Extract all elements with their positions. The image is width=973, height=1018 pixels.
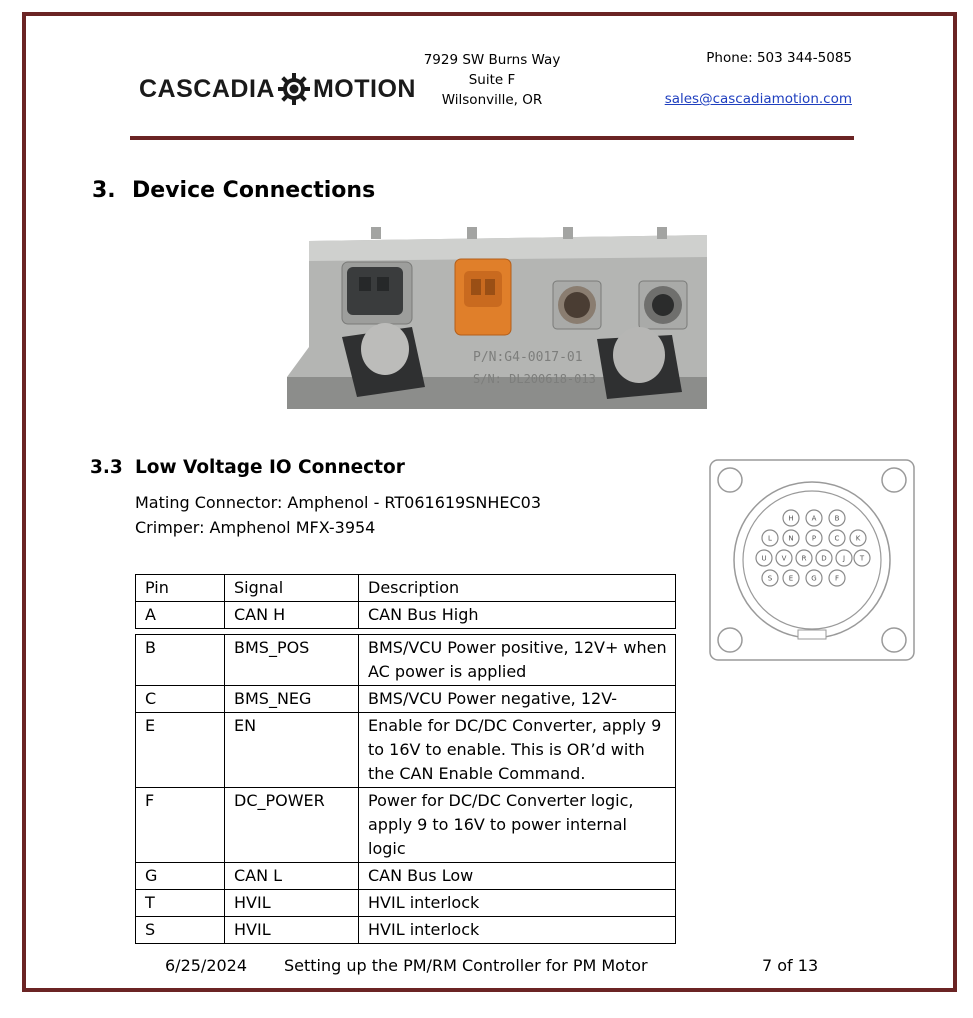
pin-cell: E	[136, 713, 225, 788]
pin-label: V	[781, 554, 787, 563]
address-line-3: Wilsonville, OR	[441, 92, 543, 108]
logo-text-left: CASCADIA	[139, 74, 275, 103]
table-row	[136, 890, 676, 917]
header-pin: Pin	[136, 575, 225, 602]
section-heading	[92, 178, 375, 203]
pin-label: F	[834, 574, 840, 583]
section-title: Device Connections	[132, 178, 376, 203]
pin-label: J	[842, 554, 846, 563]
pin-label: C	[834, 534, 840, 543]
logo-text-right: MOTION	[312, 74, 416, 103]
description-cell: HVIL interlock	[359, 890, 676, 917]
subsection-title: Low Voltage IO Connector	[135, 457, 405, 478]
subsection-number: 3.3	[90, 457, 123, 478]
table-row	[136, 602, 676, 629]
address-line-1: 7929 SW Burns Way	[423, 52, 561, 68]
pin-label: E	[788, 574, 794, 583]
signal-cell: HVIL	[225, 917, 359, 944]
description-cell: CAN Bus High	[359, 602, 676, 629]
signal-cell: HVIL	[225, 890, 359, 917]
pin-cell: G	[136, 863, 225, 890]
photo-serial-number: S/N: DL200618-013	[473, 372, 596, 386]
footer-page-number: 7 of 13	[762, 956, 819, 975]
signal-cell: CAN H	[225, 602, 359, 629]
pin-label: L	[768, 534, 772, 543]
pin-label: D	[821, 554, 827, 563]
pin-label: P	[811, 534, 817, 543]
pin-cell: B	[136, 635, 225, 686]
pin-cell: F	[136, 788, 225, 863]
photo-part-number: P/N:G4-0017-01	[473, 350, 583, 365]
pin-label: U	[761, 554, 767, 563]
pin-table-main	[135, 634, 676, 944]
signal-cell: BMS_POS	[225, 635, 359, 686]
pin-label: G	[811, 574, 817, 583]
company-address	[412, 50, 572, 110]
pin-label: S	[767, 574, 773, 583]
pin-cell: A	[136, 602, 225, 629]
header-divider	[130, 136, 854, 140]
company-logo	[139, 72, 416, 106]
header-signal: Signal	[225, 575, 359, 602]
subsection-heading	[90, 457, 405, 478]
footer-doc-title: Setting up the PM/RM Controller for PM Motor	[284, 956, 648, 975]
pin-cell: T	[136, 890, 225, 917]
phone-number: Phone: 503 344-5085	[706, 50, 852, 66]
address-line-2: Suite F	[468, 72, 516, 88]
pin-label: N	[788, 534, 794, 543]
description-cell: Enable for DC/DC Converter, apply 9 to 16V to enable. This is OR’d with the CAN Enable Command.	[359, 713, 676, 788]
pin-label: K	[855, 534, 861, 543]
description-cell: HVIL interlock	[359, 917, 676, 944]
pin-label: H	[788, 514, 794, 523]
pin-cell: S	[136, 917, 225, 944]
gear-logo-icon	[277, 72, 311, 106]
description-cell: Power for DC/DC Converter logic, apply 9 to 16V to power internal logic	[359, 788, 676, 863]
pin-label: R	[801, 554, 807, 563]
description-cell: BMS/VCU Power positive, 12V+ when AC power is applied	[359, 635, 676, 686]
pin-label: A	[811, 514, 817, 523]
description-cell: CAN Bus Low	[359, 863, 676, 890]
pin-cell: C	[136, 686, 225, 713]
table-row	[136, 863, 676, 890]
email-link[interactable]: sales@cascadiamotion.com	[664, 91, 852, 107]
mating-connector: Mating Connector: Amphenol - RT061619SNHEC03	[135, 493, 542, 512]
table-header-row	[136, 575, 676, 602]
controller-photo	[287, 227, 707, 409]
table-row	[136, 713, 676, 788]
signal-cell: DC_POWER	[225, 788, 359, 863]
connector-pinout-diagram	[708, 458, 916, 663]
table-row	[136, 635, 676, 686]
pin-table-top	[135, 574, 676, 629]
connector-info	[135, 490, 541, 540]
pin-label: B	[834, 514, 840, 523]
signal-cell: CAN L	[225, 863, 359, 890]
header-description: Description	[359, 575, 676, 602]
section-number: 3.	[92, 178, 116, 203]
footer-date: 6/25/2024	[165, 956, 248, 975]
pin-label: T	[859, 554, 865, 563]
description-cell: BMS/VCU Power negative, 12V-	[359, 686, 676, 713]
table-row	[136, 686, 676, 713]
crimper-info: Crimper: Amphenol MFX-3954	[135, 518, 376, 537]
signal-cell: BMS_NEG	[225, 686, 359, 713]
table-row	[136, 917, 676, 944]
signal-cell: EN	[225, 713, 359, 788]
table-row	[136, 788, 676, 863]
